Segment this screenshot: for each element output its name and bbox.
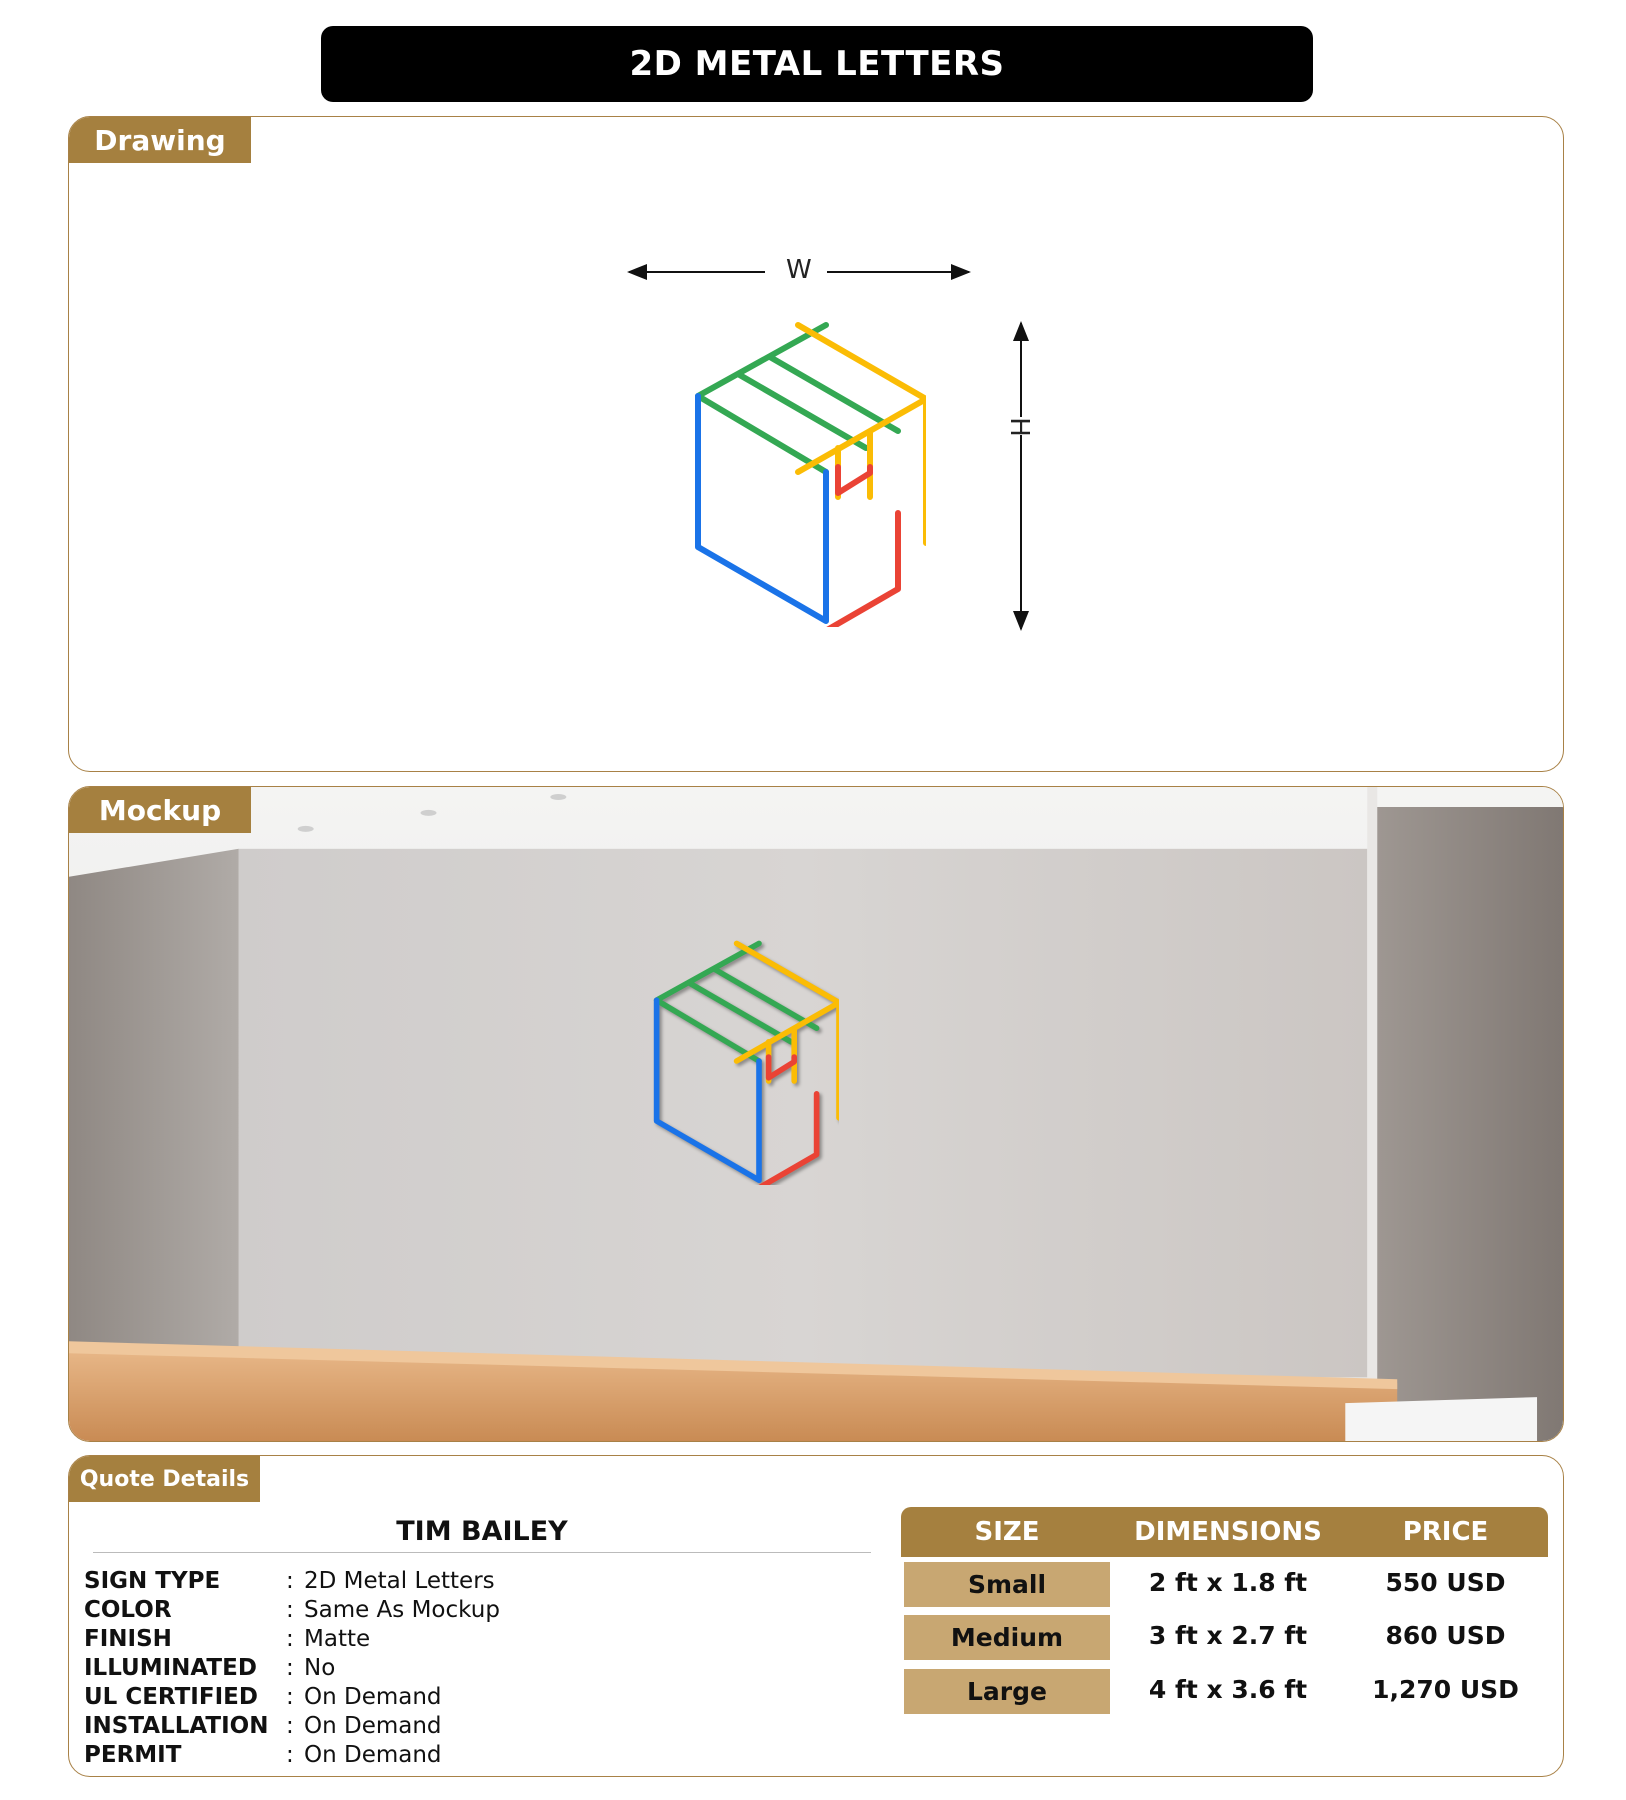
drawing-panel	[68, 116, 1564, 772]
price-cell: 550 USD	[1385, 1568, 1506, 1597]
spec-key: PERMIT	[84, 1742, 182, 1768]
spec-value: No	[304, 1655, 336, 1681]
spec-value: On Demand	[304, 1684, 442, 1710]
price-cell: 1,270 USD	[1372, 1675, 1519, 1704]
spec-key: ILLUMINATED	[84, 1655, 257, 1681]
quote-panel: Quote Details TIM BAILEY SIGN TYPE : 2D Metal Letters COLOR : Same As Mockup FINISH : Matte ILLUMINATED : No UL CERTIFIED : On Demand INSTALLATION : On Demand PERMIT : On Demand SIZE DIMENSIONS PRICE Small 2 ft x 1.8 ft 550 USD Medium 3 ft x 2.7 ft 860 USD Large 4 ft x 3.6 ft 1,270 USD	[68, 1455, 1564, 1777]
spec-value: On Demand	[304, 1713, 442, 1739]
quote-tab: Quote Details	[69, 1456, 260, 1502]
customer-name: TIM BAILEY	[396, 1516, 568, 1547]
mockup-panel	[68, 786, 1564, 1442]
height-label: H	[1003, 417, 1034, 437]
mockup-tab: Mockup	[69, 787, 251, 833]
width-label: W	[786, 255, 812, 285]
header-price: PRICE	[1402, 1517, 1489, 1547]
size-cell-small: Small	[904, 1562, 1110, 1607]
pricing-table-header	[901, 1507, 1548, 1557]
price-cell: 860 USD	[1385, 1621, 1506, 1650]
box-logo-icon	[626, 317, 926, 627]
spec-key: INSTALLATION	[84, 1713, 269, 1739]
name-divider	[93, 1552, 871, 1553]
spec-key: SIGN TYPE	[84, 1568, 221, 1594]
size-cell-large: Large	[904, 1669, 1110, 1714]
drawing-tab: Drawing	[69, 117, 251, 163]
spec-value: Same As Mockup	[304, 1597, 500, 1623]
spec-key: COLOR	[84, 1597, 172, 1623]
spec-value: On Demand	[304, 1742, 442, 1768]
spec-key: UL CERTIFIED	[84, 1684, 258, 1710]
spec-value: 2D Metal Letters	[304, 1568, 495, 1594]
size-cell-medium: Medium	[904, 1615, 1110, 1660]
page-title: 2D METAL LETTERS	[321, 26, 1313, 102]
spec-value: Matte	[304, 1626, 371, 1652]
dimensions-cell: 3 ft x 2.7 ft	[1148, 1621, 1308, 1650]
header-dimensions: DIMENSIONS	[1134, 1517, 1322, 1547]
mockup-box-logo-icon	[599, 937, 839, 1185]
dimensions-cell: 4 ft x 3.6 ft	[1148, 1675, 1308, 1704]
spec-key: FINISH	[84, 1626, 172, 1652]
dimensions-cell: 2 ft x 1.8 ft	[1148, 1568, 1308, 1597]
header-size: SIZE	[974, 1517, 1040, 1547]
